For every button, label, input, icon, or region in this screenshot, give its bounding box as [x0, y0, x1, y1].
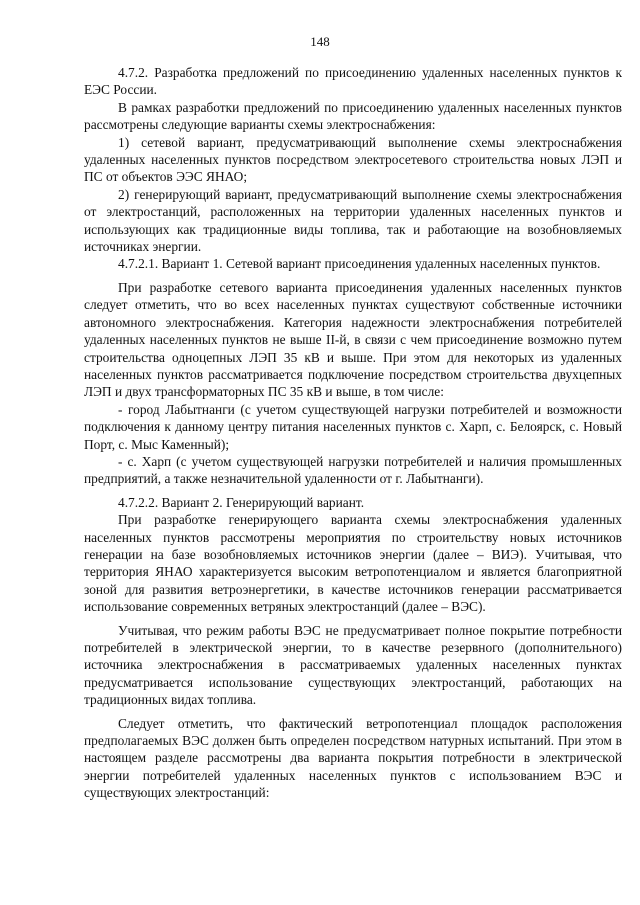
bullet-labytnangi: - город Лабытнанги (с учетом существующей нагрузки потребителей и возможности подключения к данному центру питания населенных пунктов с. Харп, с. Белоярск, с. Новый Порт, с. Мыс Каменный);	[84, 401, 622, 452]
page-number: 148	[310, 34, 330, 49]
document-body	[84, 64, 622, 802]
paragraph-intro: В рамках разработки предложений по присоединению удаленных населенных пунктов рассмотрены следующие варианты схемы электроснабжения:	[84, 99, 622, 133]
section-heading-4-7-2: 4.7.2. Разработка предложений по присоединению удаленных населенных пунктов к ЕЭС России.	[84, 65, 622, 98]
section-heading-4-7-2-2: 4.7.2.2. Вариант 2. Генерирующий вариант.	[118, 494, 365, 510]
paragraph-generating-option: При разработке генерирующего варианта схемы электроснабжения удаленных населенных пунктов рассмотрены мероприятия по строительству новых источников генерации на базе возобновляемых источников энергии (далее – ВИЭ). Учитывая, что территория ЯНАО характеризуется высоким ветропотенциалом и является благоприятной зоной для развития ветроэнергетики, в качестве источников генерации рассматривается использование современных ветряных электростанций (далее – ВЭС).	[84, 512, 622, 615]
paragraph-wind-potential: Следует отметить, что фактический ветропотенциал площадок расположения предполагаемых ВЭС должен быть определен посредством натурных испытаний. При этом в настоящем разделе рассмотрены два варианта покрытия потребности в электрической энергии потребителей удаленных населенных пунктов с использованием ВЭС и существующих электростанций:	[84, 715, 622, 801]
paragraph-network-option: При разработке сетевого варианта присоединения удаленных населенных пунктов следует отметить, что во всех населенных пунктах существуют собственные источники автономного электроснабжения. Категория надежности электроснабжения потребителей удаленных населенных пунктов не выше II-й, в связи с чем присоединение возможно путем строительства одноцепных ЛЭП 35 кВ и выше. При этом для некоторых из удаленных населенных пунктов рассматривается подключение посредством строительства двухцепных ЛЭП и двух трансформаторных ПС 35 кВ и выше, в том числе:	[84, 279, 622, 400]
section-heading-4-7-2-1: 4.7.2.1. Вариант 1. Сетевой вариант присоединения удаленных населенных пунктов.	[118, 256, 601, 272]
list-item-option-2: 2) генерирующий вариант, предусматривающий выполнение схемы электроснабжения от электростанций, расположенных на территории удаленных населенных пунктов и использующих как традиционные виды топлива, так и работающие на возобновляемых источниках энергии.	[84, 186, 622, 255]
bullet-kharp: - с. Харп (с учетом существующей нагрузки потребителей и наличия промышленных предприятий, а также незначительной удаленности от г. Лабытнанги).	[84, 453, 622, 487]
list-item-option-1: 1) сетевой вариант, предусматривающий выполнение схемы электроснабжения удаленных населенных пунктов посредством электросетевого строительства новых ЛЭП и ПС от объектов ЭЭС ЯНАО;	[84, 134, 622, 185]
paragraph-wind-reserve: Учитывая, что режим работы ВЭС не предусматривает полное покрытие потребности потребителей в электрической энергии, то в качестве резервного (дополнительного) источника электроснабжения в рассматриваемых удаленных населенных пунктах предусматривается использование существующих электростанций, работающих на традиционных видах топлива.	[84, 622, 622, 708]
